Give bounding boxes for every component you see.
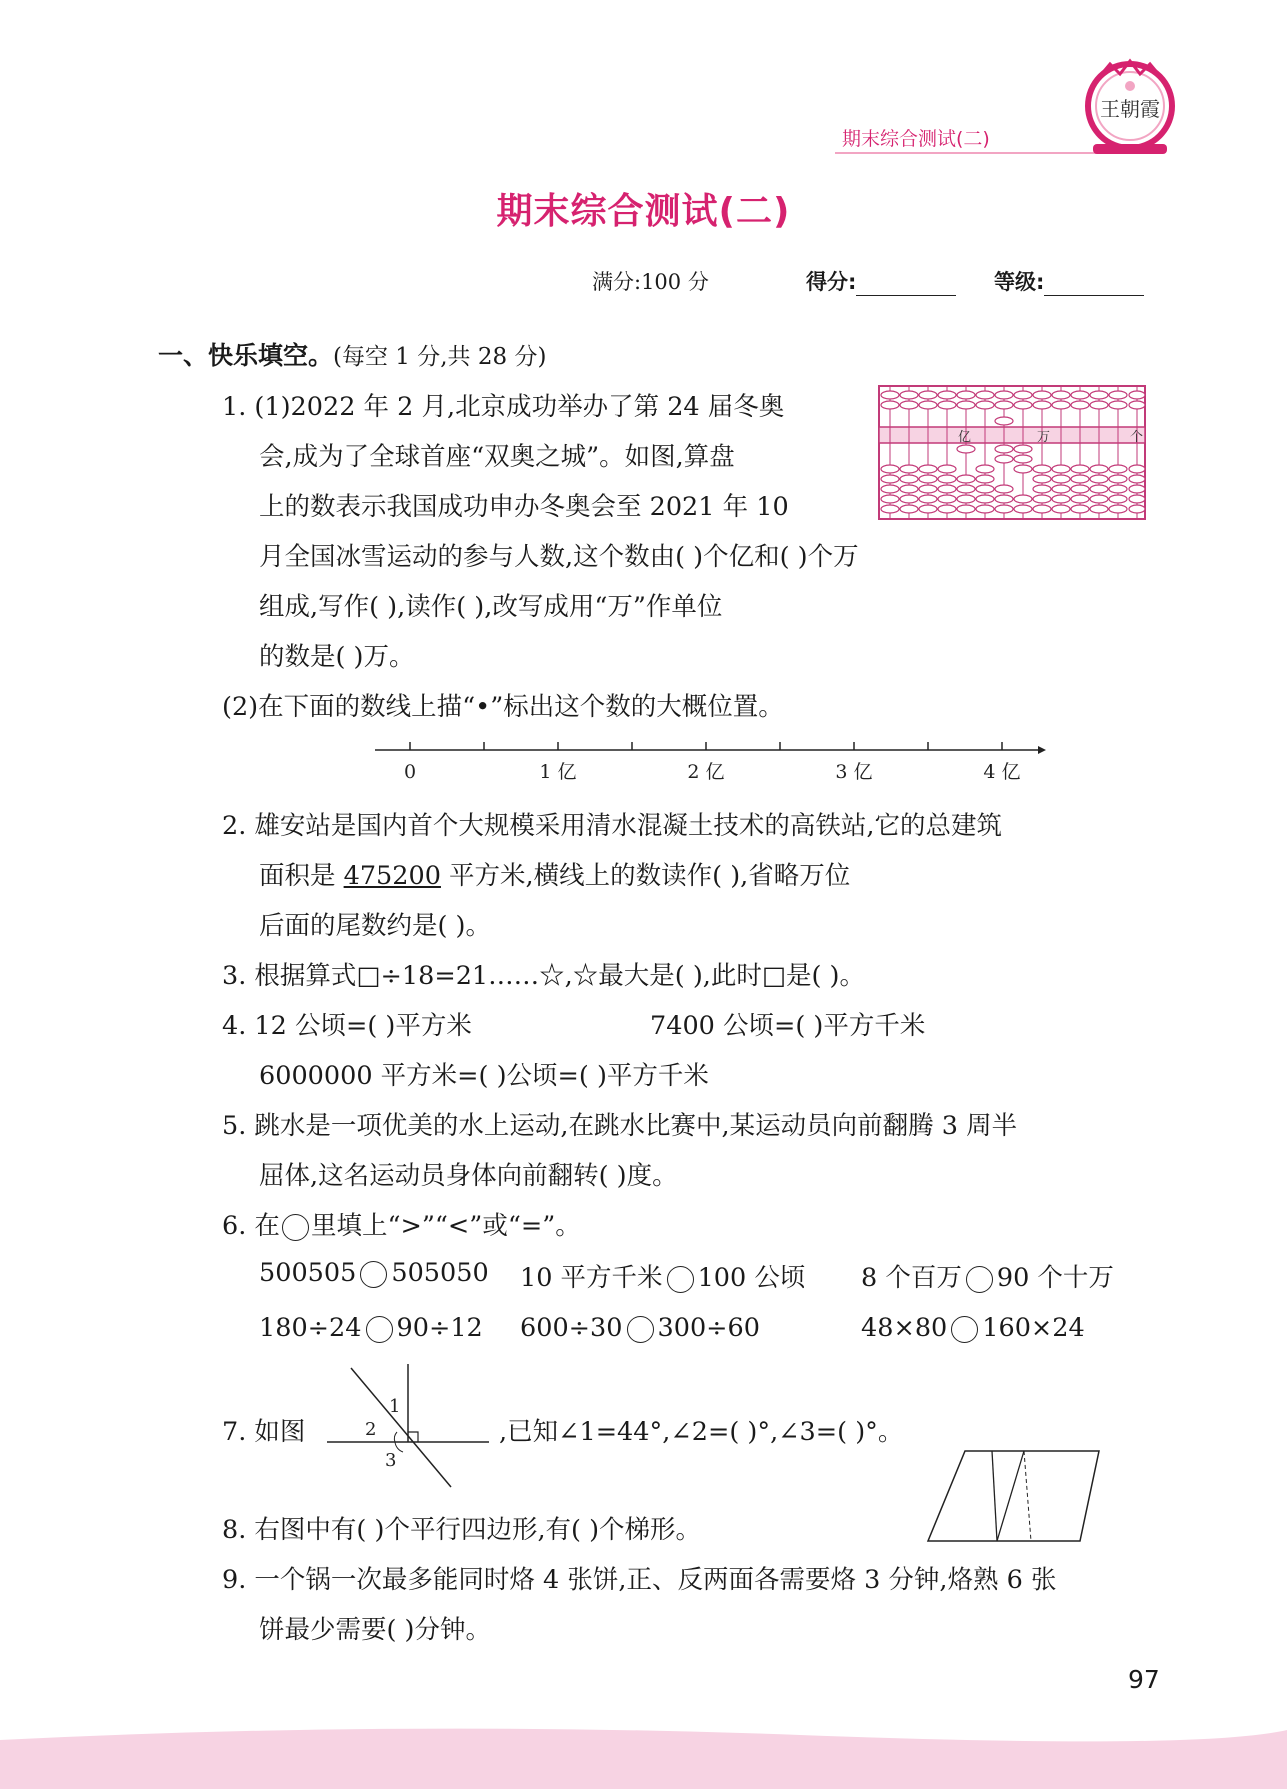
- section-title: 一、快乐填空。: [158, 341, 334, 370]
- q3-line: 3. 根据算式□÷18=21……☆,☆最大是( ),此时□是( )。: [222, 961, 865, 991]
- abacus-label-wan: 万: [1037, 430, 1051, 445]
- q6-left: 180÷24: [259, 1313, 362, 1343]
- compare-circle[interactable]: [366, 1316, 393, 1343]
- score-blank[interactable]: [856, 273, 956, 296]
- q6-right: 505050: [391, 1258, 489, 1288]
- compare-circle[interactable]: [966, 1266, 993, 1293]
- brand-text: 王朝霞: [1100, 97, 1160, 121]
- q1-line-1: 1. (1)2022 年 2 月,北京成功举办了第 24 届冬奥: [222, 392, 785, 422]
- q6-row1-item1: [259, 1258, 489, 1288]
- circle-symbol: [282, 1214, 309, 1241]
- q6-left: 48×80: [861, 1313, 948, 1343]
- numberline-label-0: 0: [403, 761, 417, 783]
- q2-line-2: [259, 856, 850, 892]
- page-title: 期末综合测试(二): [496, 191, 791, 232]
- compare-circle[interactable]: [667, 1266, 694, 1293]
- q6-left: 8 个百万: [861, 1263, 962, 1293]
- q4-line-1a: 4. 12 公顷=( )平方米: [222, 1011, 472, 1041]
- compare-circle[interactable]: [951, 1316, 978, 1343]
- q2-underlined-number: 475200: [343, 861, 441, 891]
- numberline-label-3yi: 3 亿: [835, 761, 873, 783]
- q8-line: 8. 右图中有( )个平行四边形,有( )个梯形。: [222, 1515, 702, 1545]
- header-section-title: 期末综合测试(二): [842, 128, 990, 150]
- q1-line-6: 的数是( )万。: [259, 642, 415, 672]
- q6-instr-a: 6. 在: [222, 1211, 280, 1241]
- abacus-label-ge: 个: [1130, 430, 1144, 445]
- q2-line-3: 后面的尾数约是( )。: [259, 911, 492, 941]
- section-heading: [158, 336, 546, 372]
- q7-prefix: 7. 如图: [222, 1417, 306, 1447]
- parallelogram-figure: [925, 1448, 1105, 1548]
- q6-instr-b: 里填上“>”“<”或“=”。: [310, 1211, 581, 1241]
- q9-line-2: 饼最少需要( )分钟。: [259, 1615, 492, 1645]
- q6-row1-item3: [861, 1258, 1114, 1294]
- q6-right: 160×24: [982, 1313, 1085, 1343]
- q6-row2-item3: [861, 1313, 1085, 1343]
- full-score: 满分:100 分: [592, 270, 709, 294]
- q5-line-2: 屈体,这名运动员身体向前翻转( )度。: [259, 1161, 678, 1191]
- grade-blank[interactable]: [1044, 273, 1144, 296]
- numberline-label-4yi: 4 亿: [983, 761, 1021, 783]
- angle-label-2: 2: [365, 1419, 377, 1440]
- q6-left: 600÷30: [520, 1313, 623, 1343]
- compare-circle[interactable]: [360, 1261, 387, 1288]
- compare-circle[interactable]: [627, 1316, 654, 1343]
- q1-line-5: 组成,写作( ),读作( ),改写成用“万”作单位: [259, 592, 723, 622]
- brand-logo: [1075, 56, 1185, 166]
- q6-left: 10 平方千米: [520, 1263, 663, 1293]
- q5-line-1: 5. 跳水是一项优美的水上运动,在跳水比赛中,某运动员向前翻腾 3 周半: [222, 1111, 1018, 1141]
- q2-line-2b: 平方米,横线上的数读作( ),省略万位: [440, 861, 851, 891]
- score-label: 得分:: [806, 270, 857, 294]
- q6-right: 90 个十万: [996, 1263, 1114, 1293]
- q1-line-2: 会,成为了全球首座“双奥之城”。如图,算盘: [259, 442, 735, 472]
- angle-figure: [323, 1362, 493, 1492]
- q4-line-1b: 7400 公顷=( )平方千米: [650, 1011, 926, 1041]
- grade-label: 等级:: [994, 270, 1045, 294]
- q4-line-2: 6000000 平方米=( )公顷=( )平方千米: [259, 1061, 709, 1091]
- q6-right: 100 公顷: [697, 1263, 806, 1293]
- q6-row2-item1: [259, 1313, 483, 1343]
- angle-label-3: 3: [385, 1450, 397, 1471]
- q2-line-1: 2. 雄安站是国内首个大规模采用清水混凝土技术的高铁站,它的总建筑: [222, 811, 1003, 841]
- q6-right: 90÷12: [396, 1313, 483, 1343]
- page-number: 97: [1128, 1665, 1160, 1694]
- q6-instruction: [222, 1206, 581, 1242]
- q6-row2-item2: [520, 1313, 760, 1343]
- q6-right: 300÷60: [657, 1313, 760, 1343]
- q9-line-1: 9. 一个锅一次最多能同时烙 4 张饼,正、反两面各需要烙 3 分钟,烙熟 6 张: [222, 1565, 1057, 1595]
- abacus-figure: [878, 385, 1146, 520]
- q2-line-2a: 面积是: [259, 861, 344, 891]
- numberline-label-2yi: 2 亿: [687, 761, 725, 783]
- q1-part2: (2)在下面的数线上描“•”标出这个数的大概位置。: [222, 692, 784, 722]
- q1-line-4: 月全国冰雪运动的参与人数,这个数由( )个亿和( )个万: [259, 542, 859, 572]
- q7-question: ,已知∠1=44°,∠2=( )°,∠3=( )°。: [499, 1417, 904, 1447]
- abacus-label-yi: 亿: [958, 430, 972, 445]
- numberline-label-1yi: 1 亿: [539, 761, 577, 783]
- grade-field: [994, 266, 1144, 296]
- footer-band: [0, 1700, 1287, 1789]
- angle-label-1: 1: [389, 1396, 401, 1417]
- number-line[interactable]: [370, 738, 1050, 788]
- score-field: [806, 266, 956, 296]
- section-note: (每空 1 分,共 28 分): [333, 344, 547, 370]
- q6-row1-item2: [520, 1258, 805, 1294]
- q1-line-3: 上的数表示我国成功申办冬奥会至 2021 年 10: [259, 492, 789, 522]
- q6-left: 500505: [259, 1258, 357, 1288]
